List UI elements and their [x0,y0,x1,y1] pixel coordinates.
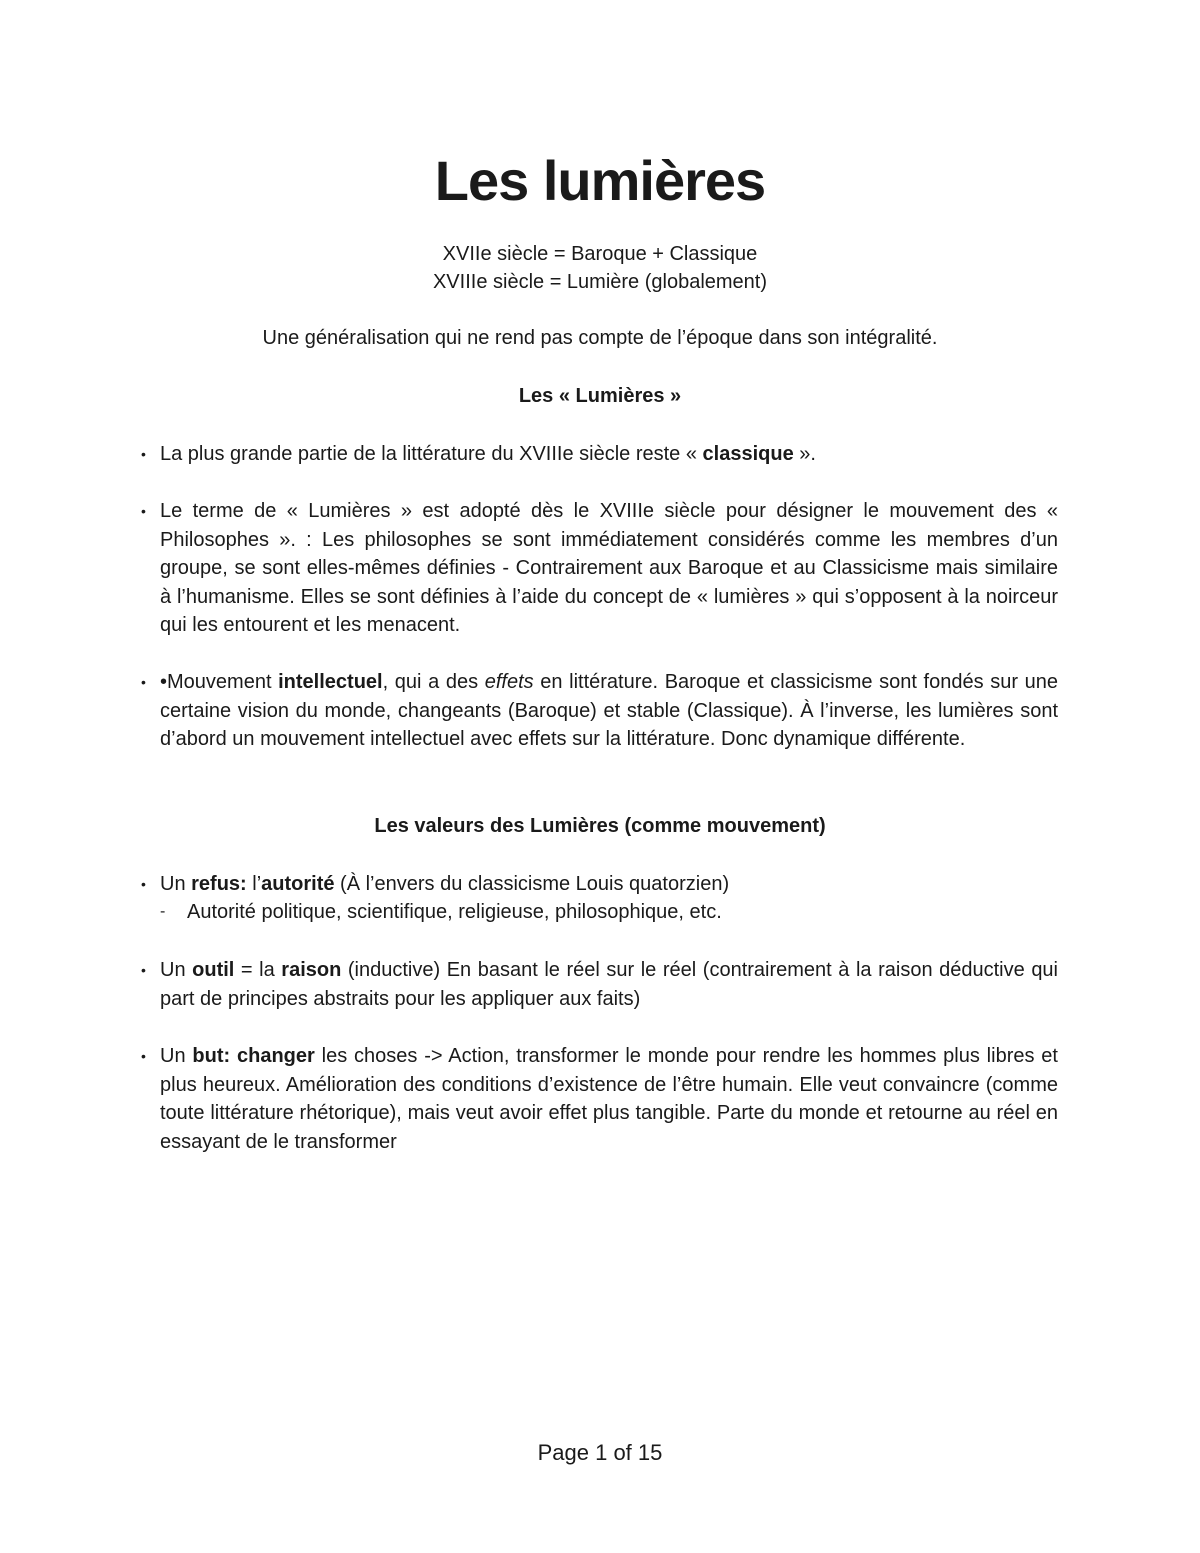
bullet-text [160,956,1058,1013]
sub-bullet-autorite [160,898,1060,927]
bullet-marker: • [141,876,146,892]
sub-bullet-marker: - [160,903,166,920]
section-heading-valeurs: Les valeurs des Lumières (comme mouvement) [374,815,826,837]
bullet-marker: • [141,674,146,690]
bullet-marker: • [141,962,146,978]
text-run: ». [793,443,816,465]
sub-bullet-text: Autorité politique, scientifique, religieuse, philosophique, etc. [187,901,722,923]
bold-run: autorité [261,873,335,895]
text-run: , qui a des [382,671,485,693]
bullet-text: Le terme de « Lumières » est adopté dès le XVIIIe siècle pour désigner le mouvement des « Philosophes ». : Les philosophes se sont immédiatement considérés comme les membres d’un groupe, se sont elles-mêmes définies - Contrairement aux Baroque et au Classicisme mais similaire à l’humanisme. Elles se sont définies à l’aide du concept de « lumières » qui s’opposent à la noirceur qui les entourent et les menacent. [160,500,1058,636]
bullet-item-terme-lumieres [141,497,1058,640]
bullet-item-refus [141,870,1058,899]
text-run: les choses -> Action, transformer le monde pour rendre les hommes plus libres et plus heureux. Amélioration des conditions d’existence de l’être humain. Elle veut convaincre (comme toute littérature rhétorique), mais veut avoir effet plus tangible. Parte du monde et retourne au réel en essayant de le transformer [160,1045,1058,1153]
text-run: Un [160,873,192,895]
text-run: La plus grande partie de la littérature du XVIIIe siècle reste « [160,443,703,465]
bullet-text [160,1042,1058,1156]
bullet-text [160,440,1058,469]
section-heading-lumieres: Les « Lumières » [518,385,682,407]
page-title: Les lumières [434,149,766,212]
bold-run: outil [192,959,235,981]
subtitle-line-1: XVIIe siècle = Baroque + Classique [442,243,758,265]
bullet-item-but [141,1042,1058,1156]
bold-run: but: changer [192,1045,315,1067]
bold-run: raison [281,959,342,981]
bullet-marker: • [141,446,146,462]
text-run: l’ [246,873,262,895]
italic-run: effets [484,671,534,693]
bullet-item-classique [141,440,1058,469]
text-run: Un [160,1045,193,1067]
bullet-item-outil [141,956,1058,1013]
text-run: (inductive) En basant le réel sur le réel (contrairement à la raison déductive qui part de principes abstraits pour les appliquer aux faits) [160,959,1059,1010]
bold-run: intellectuel [278,671,383,693]
text-run: Un [160,959,193,981]
text-run: •Mouvement [160,671,279,693]
subtitle-line-2: XVIIIe siècle = Lumière (globalement) [432,271,768,293]
bullet-marker: • [141,503,146,519]
text-run: = la [234,959,282,981]
bold-run: classique [702,443,794,465]
bullet-marker: • [141,1048,146,1064]
bold-run: refus: [191,873,247,895]
text-run: en littérature. Baroque et classicisme sont fondés sur une certaine vision du monde, changeants (Baroque) et stable (Classique). À l’inverse, les lumières sont d’abord un mouvement intellectuel avec effets sur la littérature. Donc dynamique différente. [160,671,1058,750]
bullet-text [160,668,1058,754]
bullet-item-mouvement-intellectuel [141,668,1058,754]
intro-paragraph: Une généralisation qui ne rend pas compte de l’époque dans son intégralité. [262,327,938,349]
page-number-footer: Page 1 of 15 [537,1440,663,1465]
bullet-text [160,870,1058,899]
text-run: (À l’envers du classicisme Louis quatorzien) [334,873,730,895]
